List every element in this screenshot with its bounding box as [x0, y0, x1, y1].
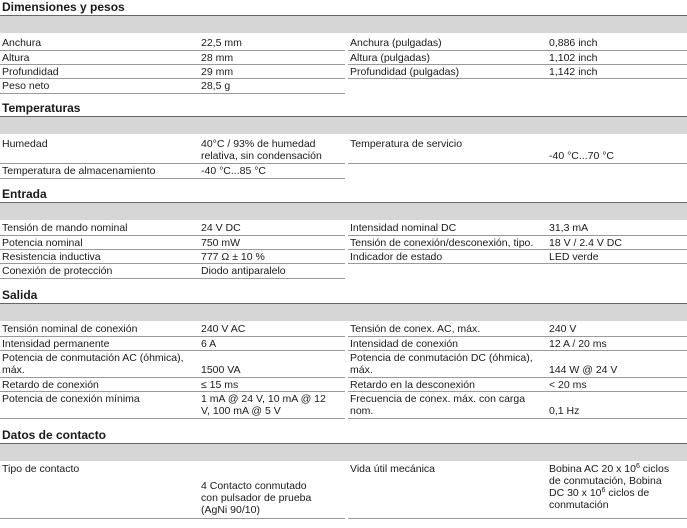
row-divider: [0, 377, 345, 378]
property-value: 1,102 inch: [549, 52, 598, 64]
property-value: -40 °C...70 °C: [549, 150, 615, 162]
property-value: ≤ 15 ms: [201, 379, 239, 391]
property-label: Intensidad nominal DC: [350, 222, 457, 234]
row-divider: [0, 163, 345, 164]
property-label: Potencia de conexión mínima: [2, 393, 140, 405]
property-value: Bobina AC 20 x $10^6$ ciclos de conmutación, Bobina DC 30 x $10^6$ ciclos de conmutación: [549, 463, 670, 511]
property-value: 18 V / 2.4 V DC: [549, 237, 622, 249]
row-divider: [0, 78, 345, 79]
row-divider: [348, 78, 687, 79]
row-divider: [348, 249, 687, 250]
property-label: Altura (pulgadas): [350, 52, 430, 64]
property-value: < 20 ms: [549, 379, 587, 391]
property-value: 22,5 mm: [201, 37, 242, 49]
property-value: 750 mW: [201, 237, 241, 249]
property-label: Tensión de mando nominal: [2, 222, 128, 234]
property-label: Anchura (pulgadas): [350, 37, 442, 49]
row-divider: [0, 278, 345, 279]
property-label: Vida útil mecánica: [350, 463, 436, 475]
section-band: [0, 304, 687, 321]
property-value: 40°C / 93% de humedad relativa, sin condensación: [201, 138, 322, 162]
property-value: 31,3 mA: [549, 222, 589, 234]
property-label: Altura: [2, 52, 30, 64]
property-label: Temperatura de servicio: [350, 138, 463, 150]
property-value: 144 W @ 24 V: [549, 364, 618, 376]
row-divider: [0, 64, 345, 65]
row-divider: [0, 391, 345, 392]
property-value: 28,5 g: [201, 80, 231, 92]
section-title: Datos de contacto: [0, 428, 687, 444]
property-label: Tensión nominal de conexión: [2, 323, 138, 335]
property-label: Retardo en la desconexión: [350, 379, 475, 391]
row-divider: [348, 235, 687, 236]
section-title: Entrada: [0, 187, 687, 203]
row-divider: [348, 518, 687, 519]
row-divider: [348, 377, 687, 378]
section-entrada: [0, 187, 687, 220]
property-label: Potencia de conmutación AC (óhmica), máx.: [2, 352, 184, 376]
row-divider: [348, 418, 687, 419]
property-value: 1,142 inch: [549, 66, 598, 78]
row-divider: [0, 350, 345, 351]
section-datos-contacto: [0, 428, 687, 461]
row-divider: [348, 263, 687, 264]
property-label: Intensidad de conexión: [350, 338, 458, 350]
section-salida: [0, 288, 687, 321]
property-label: Resistencia inductiva: [2, 251, 101, 263]
row-divider: [0, 336, 345, 337]
row-divider: [348, 50, 687, 51]
row-divider: [348, 391, 687, 392]
property-value: 29 mm: [201, 66, 234, 78]
property-label: Conexión de protección: [2, 265, 113, 277]
property-label: Potencia de conmutación DC (óhmica), máx.: [350, 352, 533, 376]
row-divider: [0, 235, 345, 236]
property-value: 12 A / 20 ms: [549, 338, 607, 350]
property-label: Tipo de contacto: [2, 463, 80, 475]
row-divider: [0, 263, 345, 264]
property-value: 777 Ω ± 10 %: [201, 251, 265, 263]
property-label: Humedad: [2, 138, 48, 150]
row-divider: [0, 178, 345, 179]
property-label: Profundidad: [2, 66, 59, 78]
section-title: Temperaturas: [0, 101, 687, 117]
property-value: 6 A: [201, 338, 217, 350]
property-value: Diodo antiparalelo: [201, 265, 286, 277]
property-value: 24 V DC: [201, 222, 241, 234]
section-band: [0, 444, 687, 461]
property-value: 28 mm: [201, 52, 234, 64]
property-value: 1 mA @ 24 V, 10 mA @ 12 V, 100 mA @ 5 V: [201, 393, 326, 417]
property-value: -40 °C...85 °C: [201, 165, 267, 177]
row-divider: [0, 50, 345, 51]
property-label: Anchura: [2, 37, 42, 49]
section-band: [0, 117, 687, 134]
section-band: [0, 203, 687, 220]
row-divider: [0, 518, 345, 519]
property-label: Profundidad (pulgadas): [350, 66, 460, 78]
section-title: Salida: [0, 288, 687, 304]
property-label: Tensión de conexión/desconexión, tipo.: [350, 237, 534, 249]
property-value: 240 V AC: [201, 323, 246, 335]
section-dimensiones: [0, 0, 687, 33]
property-label: Frecuencia de conex. máx. con carga nom.: [350, 393, 526, 417]
row-divider: [348, 163, 687, 164]
row-divider: [0, 418, 345, 419]
row-divider: [0, 93, 345, 94]
property-label: Potencia nominal: [2, 237, 83, 249]
row-divider: [348, 350, 687, 351]
property-value: 4 Contacto conmutado con pulsador de prueba (AgNi 90/10): [201, 480, 312, 516]
property-label: Temperatura de almacenamiento: [2, 165, 156, 177]
section-title: Dimensiones y pesos: [0, 0, 687, 16]
property-value: 1500 VA: [201, 364, 241, 376]
row-divider: [348, 336, 687, 337]
property-value: LED verde: [549, 251, 599, 263]
property-label: Peso neto: [2, 80, 50, 92]
property-label: Retardo de conexión: [2, 379, 99, 391]
property-label: Indicador de estado: [350, 251, 443, 263]
row-divider: [348, 64, 687, 65]
section-temperaturas: [0, 101, 687, 134]
property-value: 0,886 inch: [549, 37, 598, 49]
property-value: 0,1 Hz: [549, 405, 580, 417]
property-value: 240 V: [549, 323, 577, 335]
property-label: Intensidad permanente: [2, 338, 110, 350]
row-divider: [0, 249, 345, 250]
section-band: [0, 16, 687, 33]
property-label: Tensión de conex. AC, máx.: [350, 323, 481, 335]
